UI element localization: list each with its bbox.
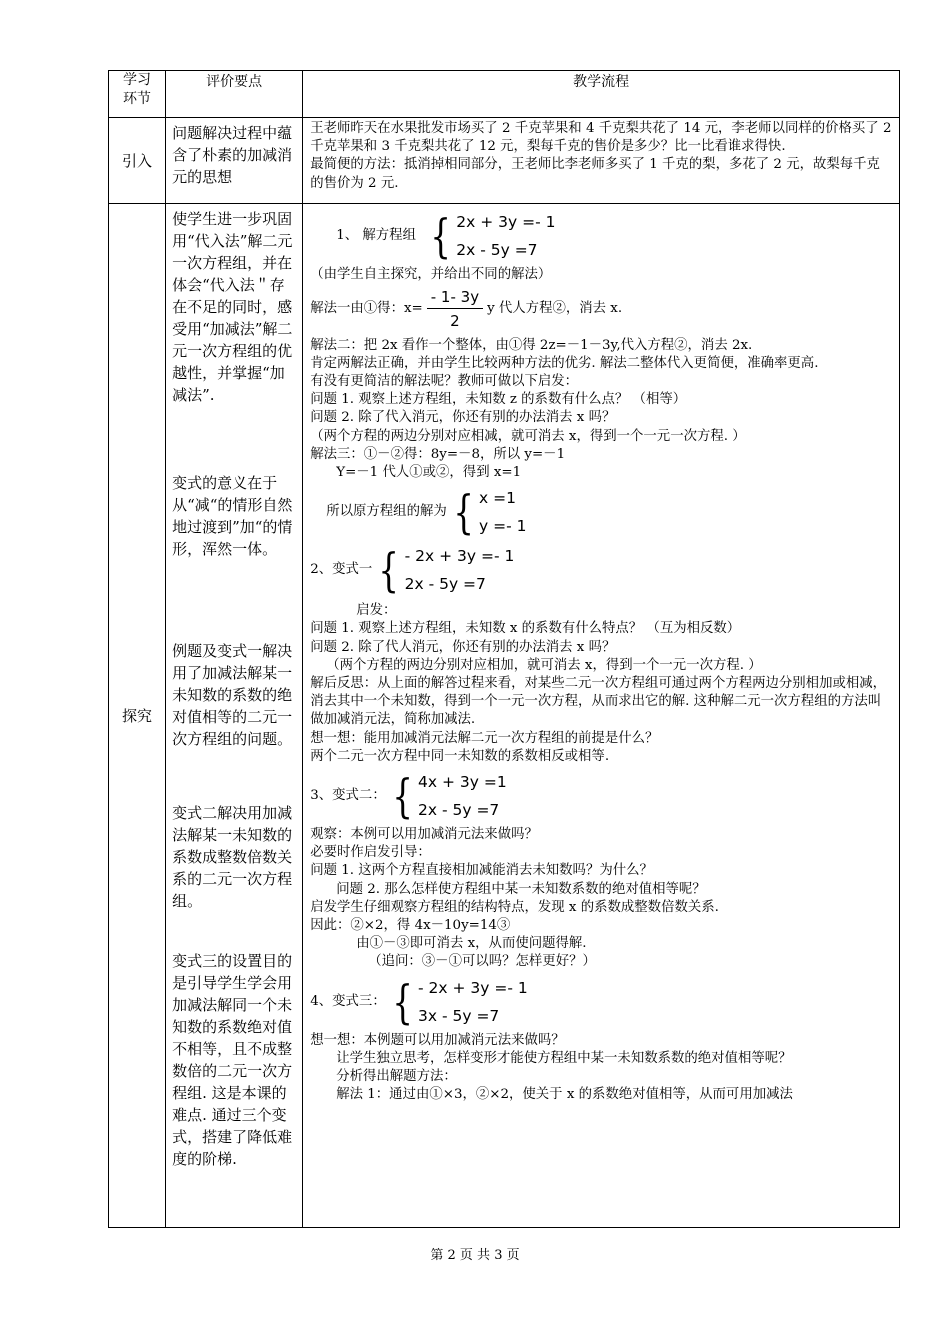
think-2-answer: 让学生独立思考，怎样变形才能使方程组中某一未知数系数的绝对值相等呢？ (336, 1050, 792, 1066)
brace-icon: { (392, 769, 413, 824)
variant-1-q2: 问题 2. 除了代人消元，你还有别的办法消去 x 吗？ (310, 639, 616, 655)
think-1-answer: 两个二元一次方程中同一未知数的系数相反或相等. (310, 748, 610, 764)
eval-block-3: 例题及变式一解决用了加减法解某一未知数的系数的绝对值相等的二元一次方程组的问题。 (172, 642, 293, 748)
intro-answer: 最简便的方法：抵消掉相同部分，王老师比李老师多买了 1 千克的梨，多花了 2 元，故梨每千克的售价为 2 元. (310, 157, 880, 191)
intro-problem: 王老师昨天在水果批发市场买了 2 千克苹果和 4 千克梨共花了 14 元，李老师以同样的价格买了 2 千克苹果和 3 千克梨共花了 12 元，梨每千克的售价是多少？比一比看谁求得快. (310, 121, 892, 155)
eval-block-4: 变式二解决用加减法解某一未知数的系数成整数倍数关系的二元一次方程组。 (172, 804, 293, 910)
question-2-answer: （两个方程的两边分别对应相减，就可消去 x，得到一个一元一次方程. ） (310, 428, 746, 444)
system-1-eq1: 2x + 3y =- 1 (456, 213, 556, 231)
question-1: 问题 1. 观察上述方程组，未知数 z 的系数有什么点？ （相等） (310, 392, 687, 408)
explore-stage: 探究 (109, 204, 166, 1228)
header-row (109, 71, 900, 118)
intro-eval (166, 118, 303, 204)
system-1-eq2: 2x - 5y =7 (456, 241, 538, 259)
brace-icon: { (378, 543, 400, 598)
brace-icon: { (430, 209, 451, 263)
free-explore: （由学生自主探究，并给出不同的解法） (310, 267, 552, 282)
method-3-sub: Y=－1 代人①或②，得到 x=1 (336, 465, 522, 481)
eval-block-1: 使学生进一步巩固用“代入法”解二元一次方程组，并在体会“代入法＂存在不足的同时，感受用“加减法”解二元一次方程组的优越性，并掌握“加减法”. (172, 210, 293, 404)
solution-label: 所以原方程组的解为 (326, 504, 447, 520)
page-footer: 第 2 页 共 3 页 (430, 1248, 520, 1263)
explore-eval (166, 204, 303, 1228)
variant-3-system (310, 974, 893, 1030)
variant-1-q1: 问题 1. 观察上述方程组，未知数 x 的系数有什么特点？ （互为相反数） (310, 621, 741, 637)
simpler: 有没有更简洁的解法呢？教师可做以下启发： (310, 374, 579, 390)
method-1-after: y 代人方程②，消去 x. (487, 301, 623, 317)
method-2: 解法二：把 2x 看作一个整体，由①得 2z=－1－3y,代入方程②，消去 2x. (310, 337, 753, 353)
hint: 启发： (356, 603, 397, 619)
guide: 必要时作启发引导： (310, 845, 431, 861)
analysis: 分析得出解题方法： (336, 1069, 457, 1085)
solution-eq2: y =- 1 (479, 517, 527, 536)
method-variant-3: 解法 1：通过由①×3，②×2，使关于 x 的系数绝对值相等，从而可用加减法 (336, 1087, 793, 1103)
solution-eq1: x =1 (479, 489, 516, 508)
intro-row (109, 118, 900, 204)
variant-2-q1: 问题 1. 这两个方程直接相加减能消去未知数吗？为什么？ (310, 863, 653, 879)
intro-stage: 引入 (109, 118, 166, 204)
lesson-table (108, 70, 900, 1228)
fraction-numerator: - 1- 3y (427, 288, 483, 309)
intro-eval-text: 问题解决过程中蕴含了朴素的加减消元的思想 (172, 124, 293, 186)
think-1: 想一想：能用加减消元法解二元一次方程组的前提是什么？ (310, 730, 659, 746)
method-1 (310, 288, 893, 330)
variant-3-eq1: - 2x + 3y =- 1 (418, 978, 528, 997)
variant-2-ask: （追问：③－①可以吗？怎样更好？） (368, 954, 596, 970)
variant-2-label: 3、变式二： (310, 787, 386, 803)
variant-1-eq2: 2x - 5y =7 (404, 575, 486, 594)
system-1 (310, 208, 893, 264)
variant-1-label: 2、变式一 (310, 562, 373, 578)
brace-icon: { (392, 974, 413, 1029)
variant-3-label: 4、变式三： (310, 993, 386, 1009)
method-1-before: 解法一由①得：x= (310, 301, 423, 317)
intro-flow (303, 118, 900, 204)
variant-3-eq2: 3x - 5y =7 (418, 1006, 500, 1025)
header-stage-line1: 学习 (123, 72, 152, 88)
observe: 观察：本例可以用加减消元法来做吗？ (310, 827, 538, 843)
header-stage (109, 71, 166, 118)
explore-flow (303, 204, 900, 1228)
header-flow: 教学流程 (303, 71, 900, 118)
eval-block-2: 变式的意义在于从“减“的情形自然地过渡到”加“的情形，浑然一体。 (172, 474, 293, 558)
variant-1-system (310, 542, 893, 598)
variant-1-q2-answer: （两个方程的两边分别对应相加，就可消去 x，得到一个一元一次方程. ） (326, 657, 762, 673)
header-stage-line2: 环节 (123, 91, 152, 107)
variant-2-eq2: 2x - 5y =7 (418, 801, 500, 820)
system-1-label: 1、 解方程组 (336, 227, 416, 243)
method-1-fraction (427, 288, 483, 330)
variant-2-q2: 问题 2. 那么怎样使方程组中某一未知数系数的绝对值相等呢？ (336, 881, 706, 897)
variant-2-step: 由①－③即可消去 x，从而使问题得解. (356, 936, 587, 952)
affirm: 肯定两解法正确，并由学生比较两种方法的优劣. 解法二整体代入更简便，准确率更高. (310, 355, 819, 371)
fraction-denominator: 2 (450, 312, 460, 331)
eval-block-5: 变式三的设置目的是引导学生学会用加减法解同一个未知数的系数绝对值不相等，且不成整数倍的二元一次方程组. 这是本课的难点. 通过三个变式，搭建了降低难度的阶梯. (172, 952, 293, 1168)
method-3: 解法三：①－②得：8y=－8，所以 y=－1 (310, 446, 566, 462)
explore-row (109, 204, 900, 1228)
solution-system (310, 484, 893, 540)
header-eval: 评价要点 (166, 71, 303, 118)
think-2: 想一想：本例题可以用加减消元法来做吗？ (310, 1032, 565, 1048)
question-2: 问题 2. 除了代入消元，你还有别的办法消去 x 吗？ (310, 410, 616, 426)
variant-2-thus: 因此：②×2，得 4x－10y=14③ (310, 918, 511, 934)
variant-2-inspire: 启发学生仔细观察方程组的结构特点，发现 x 的系数成整数倍数关系. (310, 899, 719, 915)
variant-2-eq1: 4x + 3y =1 (418, 773, 507, 792)
reflection: 解后反思：从上面的解答过程来看，对某些二元一次方程组可通过两个方程两边分别相加或相减，消去其中一个未知数，得到一个一元一次方程，从而求出它的解. 这种解二元一次方程组的方法叫做加减消元法，简称加减法. (310, 676, 887, 728)
variant-2-system (310, 768, 893, 824)
variant-1-eq1: - 2x + 3y =- 1 (404, 547, 515, 566)
brace-icon: { (453, 485, 474, 540)
